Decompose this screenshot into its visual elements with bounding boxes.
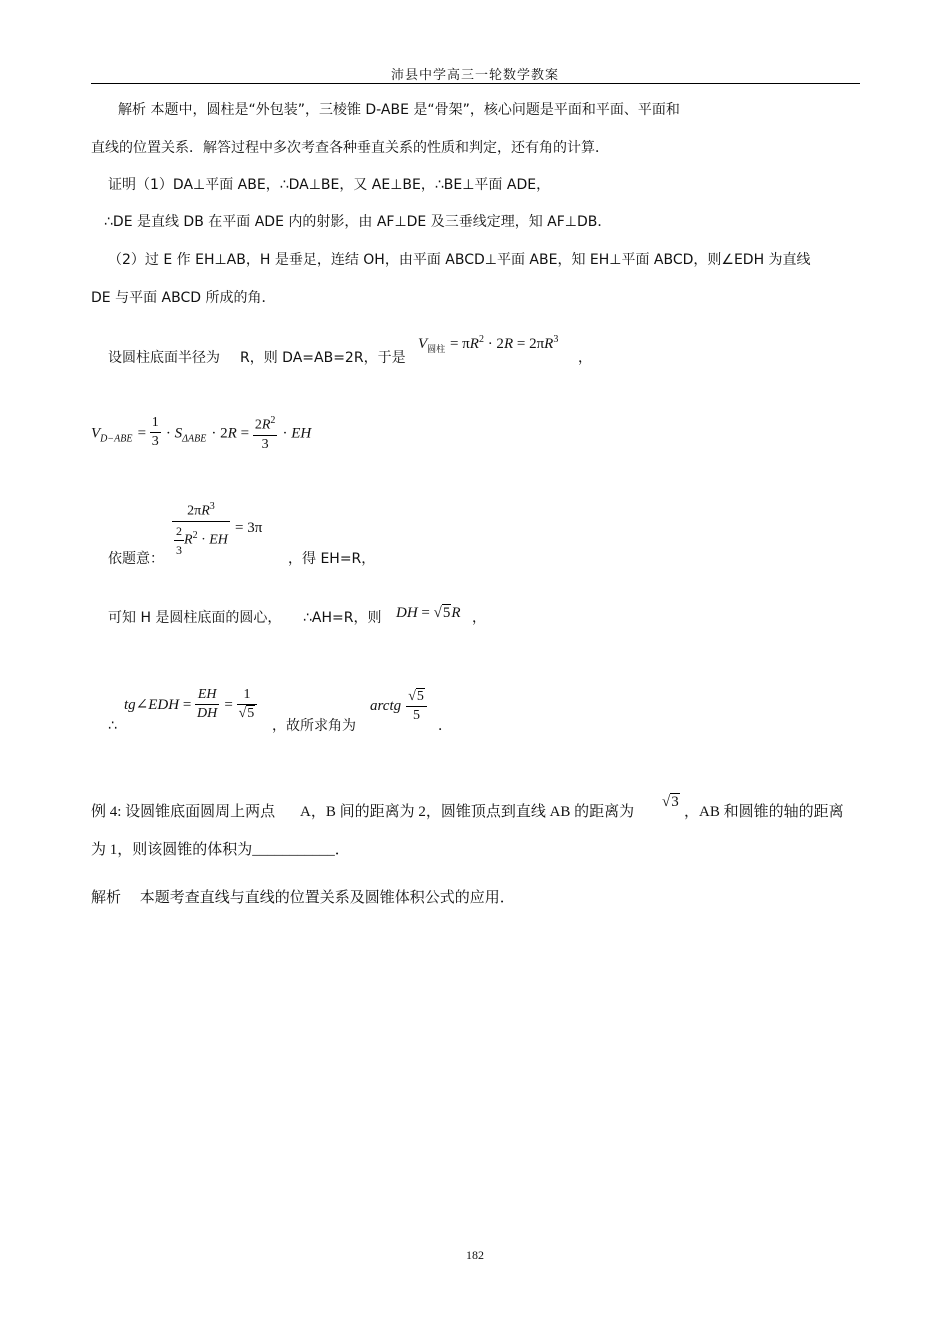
page-number: 182 xyxy=(466,1248,484,1262)
para-condition-tail: ，得 EH=R， xyxy=(288,551,376,567)
formula-tangent: tg∠EDH = $\frac{EH}{DH}$ = $\frac{1}{√5}$ xyxy=(124,686,257,723)
example-4-tail: ，AB 和圆锥的轴的距离 xyxy=(684,804,844,820)
example-4-mid: A，B 间的距离为 2，圆锥顶点到直线 AB 的距离为 xyxy=(300,804,635,820)
para-condition-lead: 依题意： xyxy=(108,551,164,567)
example-4-lead: 例 4: 设圆锥底面圆周上两点 xyxy=(91,804,276,820)
solution-intro: 解析 本题考查直线与直线的位置关系及圆锥体积公式的应用． xyxy=(91,890,515,906)
para-analysis-1: 解析 本题中，圆柱是“外包装”，三棱锥 D-ABE 是“骨架”，核心问题是平面和平面、平面和 xyxy=(118,102,680,118)
formula-cylinder-tail: ， xyxy=(578,350,592,366)
example-4-root: √3 xyxy=(662,794,679,810)
para-center-mid: ∴AH=R，则 xyxy=(303,610,382,626)
para-proof-2: ∴DE 是直线 DB 在平面 ADE 内的射影，由 AF⊥DE 及三垂线定理，知 AF⊥DB． xyxy=(104,214,612,230)
para-therefore: ∴ xyxy=(108,718,117,734)
para-analysis-2: 直线的位置关系．解答过程中多次考查各种垂直关系的性质和判定，还有角的计算． xyxy=(91,140,609,156)
formula-dh-tail: ， xyxy=(472,610,486,626)
formula-dh: DH = √5R xyxy=(396,605,461,621)
formula-answer: arctg $\frac{√5}{5}$ xyxy=(370,688,427,725)
para-proof-3: （2）过 E 作 EH⊥AB，H 是垂足，连结 OH，由平面 ABCD⊥平面 ABE，知 EH⊥平面 ABCD，则∠EDH 为直线 xyxy=(108,252,811,268)
para-angle-mid: ，故所求角为 xyxy=(272,718,356,734)
para-center-lead: 可知 H 是圆柱底面的圆心， xyxy=(108,610,282,626)
para-proof-4: DE 与平面 ABCD 所成的角． xyxy=(91,290,276,306)
para-angle-tail: ． xyxy=(438,718,452,734)
page-header: 沛县中学高三一轮数学教案 xyxy=(390,68,559,83)
header-rule xyxy=(91,83,860,84)
formula-condition: $2\pi R^3$ $\frac{2}{3}$ $R^2$ · EH = 3π xyxy=(172,498,262,559)
formula-pyramid-volume: $V_{D-ABE}$ = $\frac{1}{3}$ · $S_{\Delta ABE} \cdot 2R$ = $\frac{2R^2}{3}$ · EH xyxy=(91,412,311,454)
example-4-question: 为 1，则该圆锥的体积为___________． xyxy=(91,842,350,858)
para-proof-1: 证明（1）DA⊥平面 ABE，∴DA⊥BE，又 AE⊥BE，∴BE⊥平面 ADE， xyxy=(108,177,551,193)
formula-cylinder-volume: $V_{圆柱} = \pi R^2 \cdot 2R = 2\pi R^3$ xyxy=(418,334,559,355)
para-cylinder-lead: 设圆柱底面半径为 xyxy=(108,350,220,366)
para-cylinder-mid: R，则 DA=AB=2R，于是 xyxy=(240,350,406,366)
